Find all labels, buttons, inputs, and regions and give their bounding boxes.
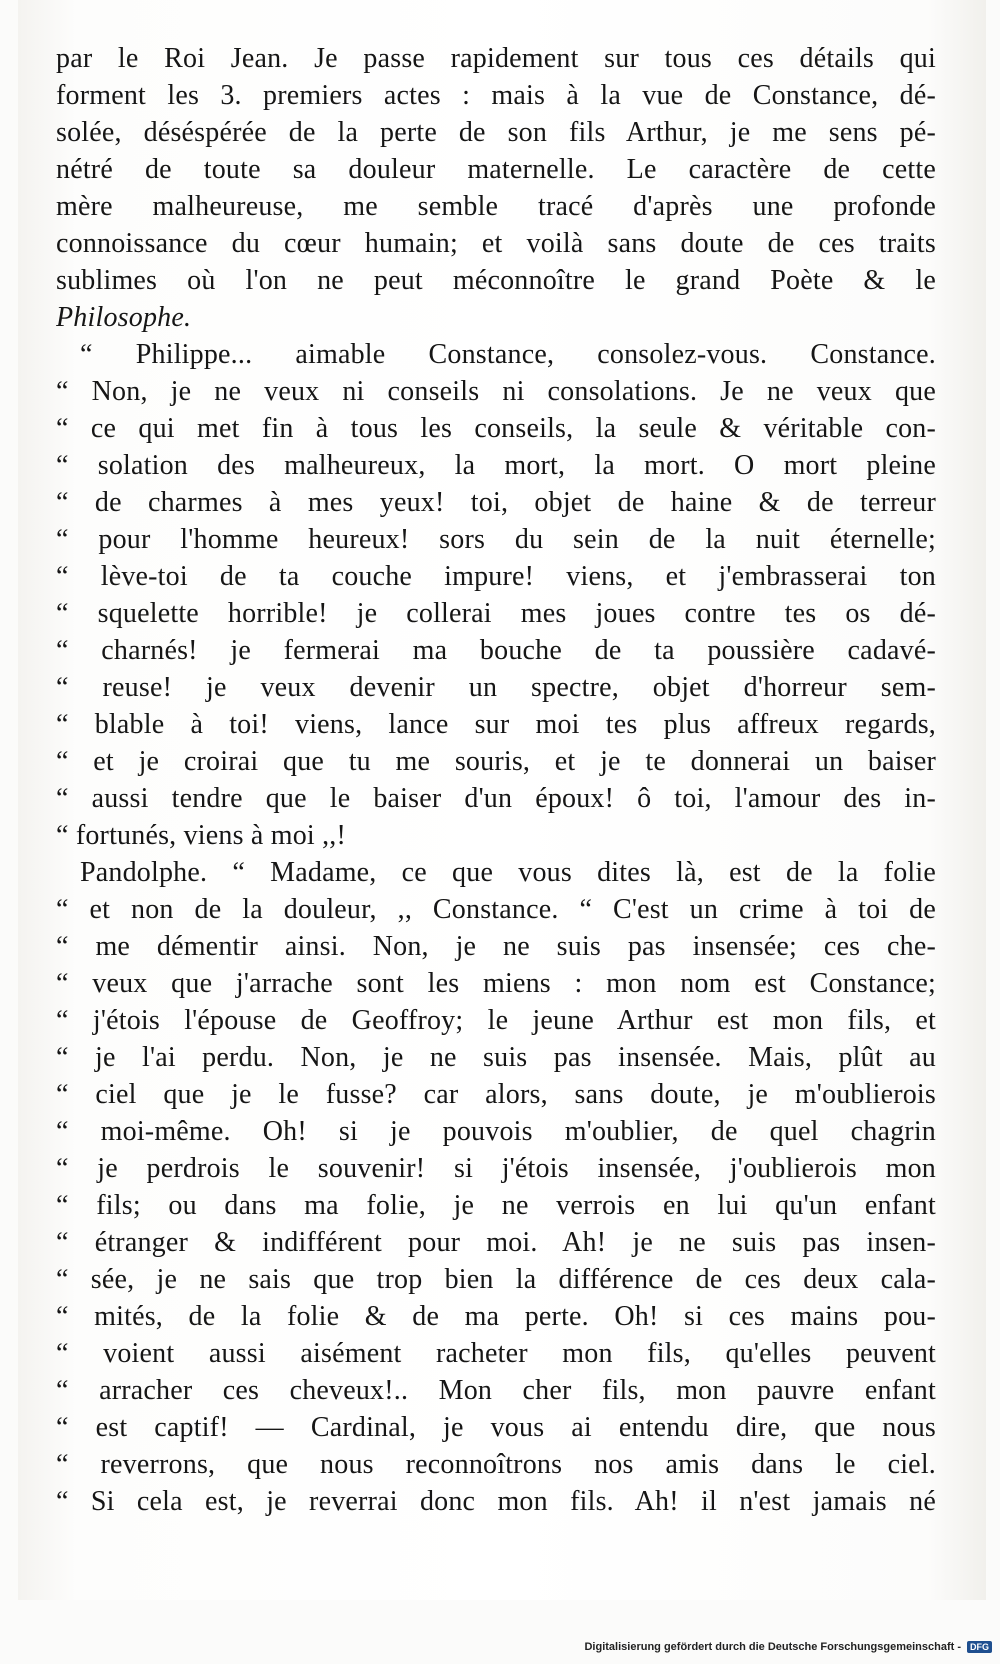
funding-note: Digitalisierung gefördert durch die Deutsche Forschungsgemeinschaft -: [584, 1641, 961, 1653]
text-line: “ et non de la douleur, ,, Constance. “ C'est un crime à toi de: [56, 894, 936, 925]
text-line: “ ce qui met fin à tous les conseils, la seule & véritable con-: [56, 413, 936, 444]
book-page: [18, 0, 986, 1600]
dfg-logo: DFG: [967, 1641, 992, 1653]
text-line: “ solation des malheureux, la mort, la mort. O mort pleine: [56, 450, 936, 481]
text-line: sublimes où l'on ne peut méconnoître le grand Poète & le: [56, 265, 936, 296]
body-text: [56, 40, 936, 1550]
text-line: “ arracher ces cheveux!.. Mon cher fils, mon pauvre enfant: [56, 1375, 936, 1406]
text-line: “ j'étois l'épouse de Geoffroy; le jeune Arthur est mon fils, et: [56, 1005, 936, 1036]
text-line: “ aussi tendre que le baiser d'un époux! ô toi, l'amour des in-: [56, 783, 936, 814]
text-line: “ je l'ai perdu. Non, je ne suis pas insensée. Mais, plût au: [56, 1042, 936, 1073]
text-line: “ ciel que je le fusse? car alors, sans doute, je m'oublierois: [56, 1079, 936, 1110]
text-line: “ charnés! je fermerai ma bouche de ta poussière cadavé-: [56, 635, 936, 666]
text-line: “ squelette horrible! je collerai mes joues contre tes os dé-: [56, 598, 936, 629]
text-line: mère malheureuse, me semble tracé d'après une profonde: [56, 191, 936, 222]
text-line: “ veux que j'arrache sont les miens : mon nom est Constance;: [56, 968, 936, 999]
text-line: “ reuse! je veux devenir un spectre, objet d'horreur sem-: [56, 672, 936, 703]
text-line: par le Roi Jean. Je passe rapidement sur tous ces détails qui: [56, 43, 936, 74]
text-line: “ sée, je ne sais que trop bien la différence de ces deux cala-: [56, 1264, 936, 1295]
text-line: “ de charmes à mes yeux! toi, objet de haine & de terreur: [56, 487, 936, 518]
text-line: Philosophe.: [56, 302, 192, 333]
text-line: “ reverrons, que nous reconnoîtrons nos amis dans le ciel.: [56, 1449, 936, 1480]
text-line: “ je perdrois le souvenir! si j'étois insensée, j'oublierois mon: [56, 1153, 936, 1184]
text-line: “ et je croirai que tu me souris, et je te donnerai un baiser: [56, 746, 936, 777]
text-line: forment les 3. premiers actes : mais à la vue de Constance, dé-: [56, 80, 936, 111]
text-line: “ est captif! — Cardinal, je vous ai entendu dire, que nous: [56, 1412, 936, 1443]
text-line: “ fortunés, viens à moi ,,!: [56, 820, 346, 851]
text-line: “ blable à toi! viens, lance sur moi tes plus affreux regards,: [56, 709, 936, 740]
text-line: “ Philippe... aimable Constance, consolez-vous. Constance.: [80, 339, 936, 370]
text-line: “ pour l'homme heureux! sors du sein de la nuit éternelle;: [56, 524, 936, 555]
text-line: “ fils; ou dans ma folie, je ne verrois en lui qu'un enfant: [56, 1190, 936, 1221]
text-line: “ mités, de la folie & de ma perte. Oh! si ces mains pou-: [56, 1301, 936, 1332]
text-line: “ moi-même. Oh! si je pouvois m'oublier, de quel chagrin: [56, 1116, 936, 1147]
text-line: “ lève-toi de ta couche impure! viens, et j'embrasserai ton: [56, 561, 936, 592]
text-line: solée, déséspérée de la perte de son fils Arthur, je me sens pé-: [56, 117, 936, 148]
text-line: “ Si cela est, je reverrai donc mon fils. Ah! il n'est jamais né: [56, 1486, 936, 1517]
digitization-footer: [584, 1636, 992, 1658]
text-line: “ Non, je ne veux ni conseils ni consolations. Je ne veux que: [56, 376, 936, 407]
text-line: “ voient aussi aisément racheter mon fils, qu'elles peuvent: [56, 1338, 936, 1369]
text-line: nétré de toute sa douleur maternelle. Le caractère de cette: [56, 154, 936, 185]
text-line: connoissance du cœur humain; et voilà sans doute de ces traits: [56, 228, 936, 259]
text-line: “ me démentir ainsi. Non, je ne suis pas insensée; ces che-: [56, 931, 936, 962]
text-line: “ étranger & indifférent pour moi. Ah! je ne suis pas insen-: [56, 1227, 936, 1258]
text-line: Pandolphe. “ Madame, ce que vous dites là, est de la folie: [80, 857, 936, 888]
